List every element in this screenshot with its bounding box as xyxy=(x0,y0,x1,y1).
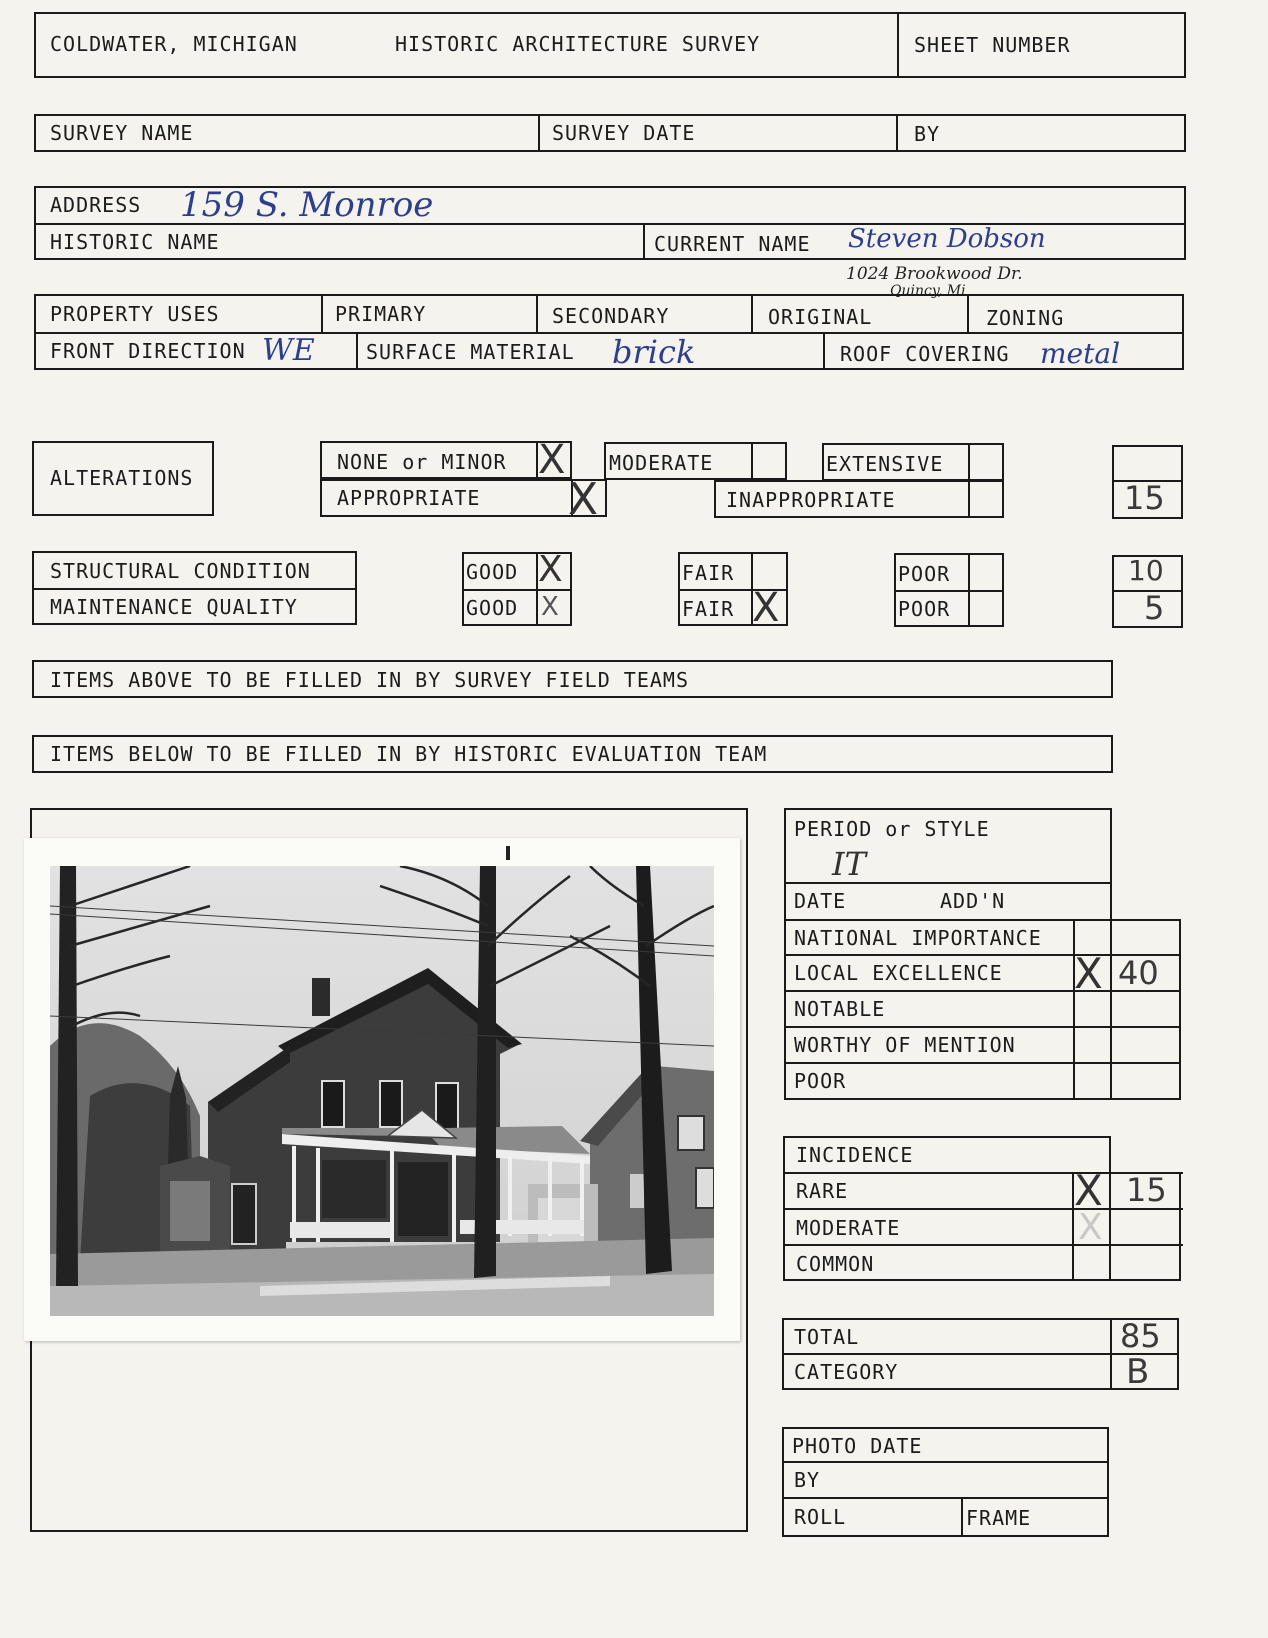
roof-covering-value: metal xyxy=(1040,337,1121,370)
local-excellence-label: LOCAL EXCELLENCE xyxy=(794,961,1003,985)
survey-by-label: BY xyxy=(914,122,941,146)
property-uses-label: PROPERTY USES xyxy=(50,302,220,326)
structural-score: 10 xyxy=(1128,554,1164,587)
survey-divider-1 xyxy=(538,114,540,152)
current-name-note-city: Quincy, Mi xyxy=(890,283,966,299)
sheet-number-label: SHEET NUMBER xyxy=(914,33,1071,57)
historic-name-label: HISTORIC NAME xyxy=(50,230,220,254)
alterations-score: 15 xyxy=(1124,479,1165,517)
property-divider-5 xyxy=(356,332,358,370)
surface-material-value: brick xyxy=(612,333,696,371)
common-label: COMMON xyxy=(796,1252,875,1276)
primary-label: PRIMARY xyxy=(335,302,427,326)
condition-label-line xyxy=(32,588,357,590)
photo-info-row-line-2 xyxy=(782,1497,1109,1499)
extensive-check-divider xyxy=(968,443,970,481)
photo-by-label: BY xyxy=(794,1468,821,1492)
inappropriate-label: INAPPROPRIATE xyxy=(726,488,896,512)
local-excellence-check-mark: X xyxy=(1074,949,1103,998)
rare-label: RARE xyxy=(796,1179,849,1203)
field-teams-note: ITEMS ABOVE TO BE FILLED IN BY SURVEY FIELD TEAMS xyxy=(50,668,690,692)
house-photo-image xyxy=(50,866,714,1316)
current-name-label: CURRENT NAME xyxy=(654,232,811,256)
property-divider-6 xyxy=(823,332,825,370)
period-style-label: PERIOD or STYLE xyxy=(794,817,990,841)
period-style-value: IT xyxy=(832,845,866,883)
roll-label: ROLL xyxy=(794,1505,847,1529)
incidence-label: INCIDENCE xyxy=(796,1143,914,1167)
survey-date-label: SURVEY DATE xyxy=(552,121,696,145)
property-divider-1 xyxy=(321,294,323,332)
importance-score-divider xyxy=(1110,919,1112,1100)
photo-info-divider xyxy=(961,1497,963,1537)
importance-poor-label: POOR xyxy=(794,1069,847,1093)
importance-check-divider xyxy=(1073,919,1075,1100)
property-divider-3 xyxy=(751,294,753,332)
current-name-note-street: 1024 Brookwood Dr. xyxy=(846,264,1023,284)
inappropriate-check-divider xyxy=(968,480,970,518)
maintenance-fair-check-mark: X xyxy=(752,585,780,631)
maintenance-good-label: GOOD xyxy=(466,596,519,620)
extensive-label: EXTENSIVE xyxy=(826,452,944,476)
structural-good-label: GOOD xyxy=(466,560,519,584)
alterations-label: ALTERATIONS xyxy=(50,466,194,490)
roof-covering-label: ROOF COVERING xyxy=(840,342,1010,366)
moderate-label: MODERATE xyxy=(609,451,714,475)
worthy-of-mention-label: WORTHY OF MENTION xyxy=(794,1033,1016,1057)
maintenance-score: 5 xyxy=(1144,589,1165,627)
surface-material-label: SURFACE MATERIAL xyxy=(366,340,575,364)
photo-date-label: PHOTO DATE xyxy=(792,1434,923,1458)
photo-info-row-line-1 xyxy=(782,1461,1109,1463)
notable-label: NOTABLE xyxy=(794,997,886,1021)
maintenance-fair-label: FAIR xyxy=(682,597,735,621)
property-divider-2 xyxy=(536,294,538,332)
secondary-label: SECONDARY xyxy=(552,304,670,328)
moderate-check-mark-erased: X xyxy=(1078,1207,1103,1248)
incidence-score: 15 xyxy=(1126,1171,1167,1209)
original-label: ORIGINAL xyxy=(768,305,873,329)
incidence-moderate-label: MODERATE xyxy=(796,1216,901,1240)
national-importance-label: NATIONAL IMPORTANCE xyxy=(794,926,1042,950)
header-divider xyxy=(897,12,899,78)
property-divider-4 xyxy=(967,294,969,332)
appropriate-check-mark: X xyxy=(568,474,599,525)
total-label: TOTAL xyxy=(794,1325,860,1349)
address-divider xyxy=(643,223,645,260)
city-label: COLDWATER, MICHIGAN xyxy=(50,32,298,56)
category-label: CATEGORY xyxy=(794,1360,899,1384)
house-photograph xyxy=(24,838,740,1341)
date-label: DATE xyxy=(794,889,847,913)
zoning-label: ZONING xyxy=(986,306,1065,330)
form-title: HISTORIC ARCHITECTURE SURVEY xyxy=(395,32,761,56)
category-value: B xyxy=(1126,1352,1150,1392)
front-direction-value: WE xyxy=(262,333,315,368)
address-label: ADDRESS xyxy=(50,193,142,217)
total-value: 85 xyxy=(1120,1317,1161,1355)
front-direction-label: FRONT DIRECTION xyxy=(50,339,246,363)
survey-divider-2 xyxy=(896,114,898,152)
maintenance-poor-label: POOR xyxy=(898,597,951,621)
structural-fair-label: FAIR xyxy=(682,561,735,585)
rare-check-mark: X xyxy=(1074,1166,1103,1215)
poor-check-divider xyxy=(968,553,970,627)
structural-condition-label: STRUCTURAL CONDITION xyxy=(50,559,311,583)
survey-name-label: SURVEY NAME xyxy=(50,121,194,145)
poor-row-line xyxy=(894,590,1004,592)
importance-score: 40 xyxy=(1118,954,1159,992)
moderate-check-divider xyxy=(751,442,753,480)
evaluation-team-note: ITEMS BELOW TO BE FILLED IN BY HISTORIC EVALUATION TEAM xyxy=(50,742,768,766)
importance-row-line-4 xyxy=(784,1062,1181,1064)
none-minor-label: NONE or MINOR xyxy=(337,450,507,474)
structural-poor-label: POOR xyxy=(898,562,951,586)
address-value: 159 S. Monroe xyxy=(180,185,434,225)
property-row-line xyxy=(34,332,1184,334)
totals-divider xyxy=(1110,1318,1112,1390)
importance-row-line-3 xyxy=(784,1026,1181,1028)
frame-label: FRAME xyxy=(966,1506,1032,1530)
photo-tick-mark xyxy=(506,846,510,860)
addn-label: ADD'N xyxy=(940,889,1006,913)
none-minor-check-mark: X xyxy=(538,437,566,483)
appropriate-label: APPROPRIATE xyxy=(337,486,481,510)
structural-good-check-mark: X xyxy=(538,549,563,590)
maintenance-quality-label: MAINTENANCE QUALITY xyxy=(50,595,298,619)
current-name-value: Steven Dobson xyxy=(848,224,1046,254)
maintenance-good-check-mark: X xyxy=(541,592,559,622)
